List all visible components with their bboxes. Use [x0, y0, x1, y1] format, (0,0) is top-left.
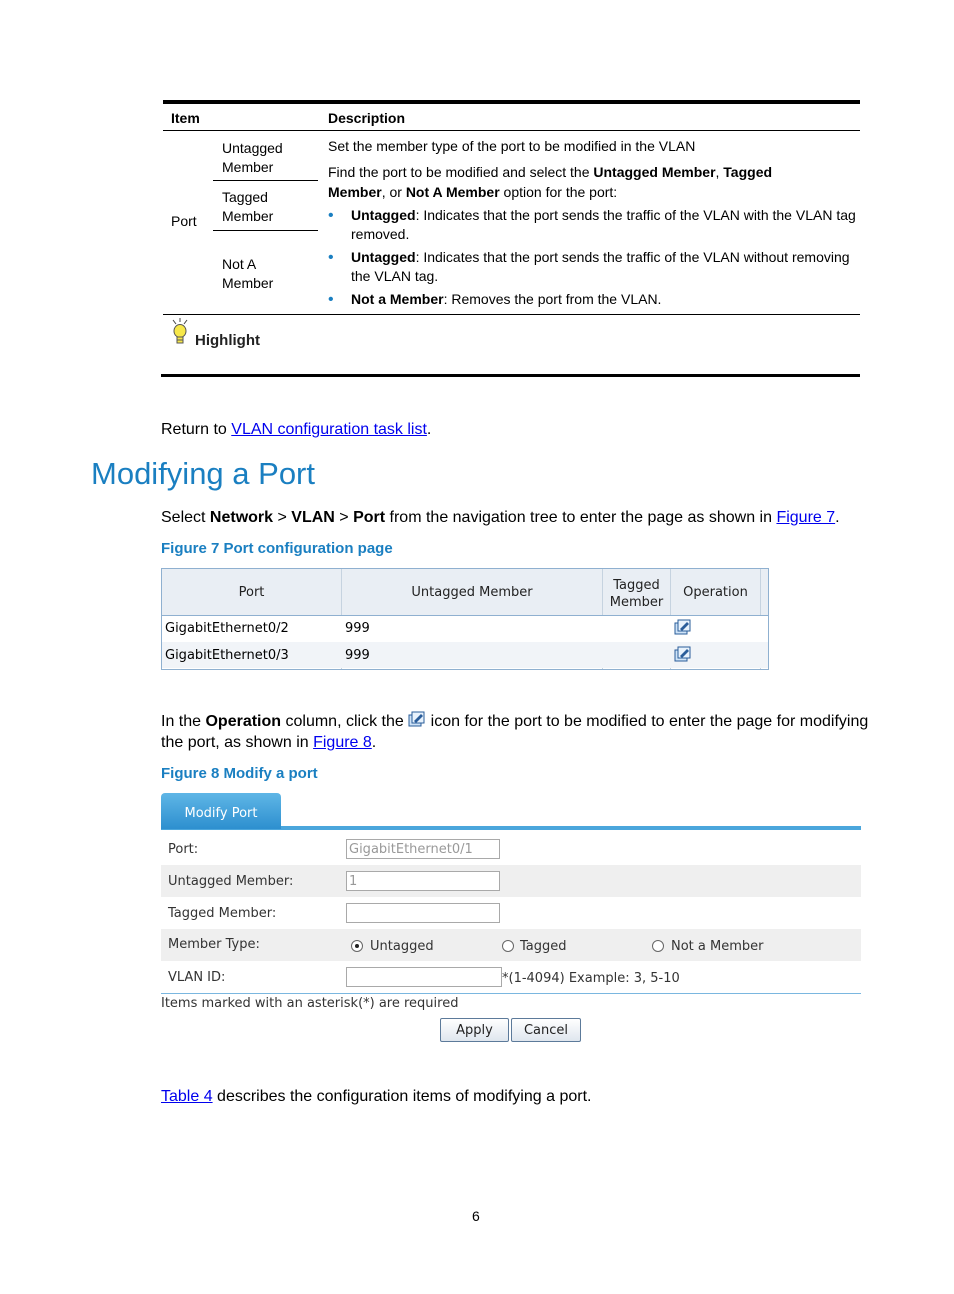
vlan-task-list-link[interactable]: VLAN configuration task list — [231, 421, 427, 438]
return-paragraph: Return to VLAN configuration task list. — [161, 421, 432, 438]
untagged-radio[interactable] — [351, 940, 363, 952]
bullet-dot-icon: • — [328, 249, 334, 266]
lightbulb-icon — [170, 318, 190, 348]
form-row-member-type — [161, 929, 861, 961]
bullet-dot-icon: • — [328, 207, 334, 224]
section-title: Modifying a Port — [91, 456, 315, 491]
untagged-member-label: Untagged Member: — [168, 874, 294, 889]
table-header-item: Item — [171, 110, 200, 126]
table-4-paragraph: Table 4 describes the configuration items of modifying a port. — [161, 1088, 592, 1105]
form-row-port — [161, 833, 861, 865]
vlan-id-field[interactable] — [346, 967, 502, 987]
modify-port-icon — [408, 711, 426, 728]
modify-port-icon[interactable] — [674, 646, 692, 663]
not-a-member-radio[interactable] — [652, 940, 664, 952]
bullet-untagged: • Untagged: Indicates that the port sends the traffic of the VLAN with the VLAN tag removed. — [328, 207, 856, 242]
port-label: Port: — [168, 842, 199, 857]
port-configuration-table — [161, 568, 769, 670]
table-row — [162, 616, 768, 642]
untagged-member-field[interactable]: 1 — [346, 871, 500, 891]
form-row-vlan-id — [161, 961, 861, 993]
description-line-1: Set the member type of the port to be modified in the VLAN — [328, 138, 696, 154]
untagged-cell: 999 — [345, 621, 370, 636]
table-body-rule — [163, 314, 860, 315]
sub-item-untagged: Untagged Member — [222, 140, 283, 175]
modify-port-icon[interactable] — [674, 619, 692, 636]
bullet-not-a-member: • Not a Member: Removes the port from the VLAN. — [328, 291, 662, 308]
port-cell: GigabitEthernet0/2 — [165, 621, 289, 636]
column-header-untagged: Untagged Member — [411, 585, 533, 600]
table-item-port: Port — [171, 213, 197, 229]
description-line-3: Member, or Not A Member option for the port: — [328, 184, 618, 200]
sub-item-tagged: Tagged Member — [222, 189, 274, 224]
select-paragraph: Select Network > VLAN > Port from the navigation tree to enter the page as shown in Figure 7. — [161, 509, 840, 526]
column-header-operation: Operation — [683, 585, 748, 600]
tagged-radio[interactable] — [502, 940, 514, 952]
form-bottom-rule — [161, 993, 861, 994]
sub-item-rule — [213, 180, 318, 181]
member-type-label: Member Type: — [168, 937, 260, 952]
table-bottom-rule — [161, 374, 860, 377]
apply-button[interactable]: Apply — [440, 1018, 509, 1042]
modify-port-form — [161, 793, 861, 1053]
highlight-label: Highlight — [195, 332, 260, 349]
tab-modify-port[interactable]: Modify Port — [161, 793, 281, 829]
figure-7-link[interactable]: Figure 7 — [776, 509, 836, 526]
required-note: Items marked with an asterisk(*) are required — [161, 996, 459, 1011]
untagged-cell: 999 — [345, 648, 370, 663]
operation-paragraph: In the Operation column, click the icon for the port to be modified to enter the page for modifying — [161, 713, 869, 730]
tagged-radio-label: Tagged — [520, 939, 567, 954]
table-header-rule — [163, 130, 860, 131]
vlan-id-hint: *(1-4094) Example: 3, 5-10 — [502, 971, 680, 986]
table-4-link[interactable]: Table 4 — [161, 1088, 213, 1105]
port-cell: GigabitEthernet0/3 — [165, 648, 289, 663]
column-header-port: Port — [238, 585, 265, 600]
vlan-id-label: VLAN ID: — [168, 970, 226, 985]
bullet-tagged: • Untagged: Indicates that the port sends the traffic of the VLAN without removing the VLAN tag. — [328, 249, 850, 284]
untagged-radio-label: Untagged — [370, 939, 434, 954]
figure-8-caption: Figure 8 Modify a port — [161, 765, 318, 782]
operation-paragraph-line-2: the port, as shown in Figure 8. — [161, 734, 377, 751]
page-number: 6 — [472, 1208, 480, 1224]
column-header-tagged: Tagged Member — [609, 578, 664, 610]
table-top-rule — [163, 100, 860, 104]
not-a-member-radio-label: Not a Member — [671, 939, 764, 954]
port-field[interactable]: GigabitEthernet0/1 — [346, 839, 500, 859]
form-row-tagged — [161, 897, 861, 929]
sub-item-rule — [213, 230, 318, 231]
cancel-button[interactable]: Cancel — [511, 1018, 581, 1042]
description-line-2: Find the port to be modified and select the Untagged Member, Tagged — [328, 164, 773, 180]
figure-8-link[interactable]: Figure 8 — [313, 734, 372, 751]
bullet-dot-icon: • — [328, 291, 334, 308]
table-row — [162, 642, 768, 668]
figure-7-caption: Figure 7 Port configuration page — [161, 540, 393, 557]
tagged-member-field[interactable] — [346, 903, 500, 923]
form-row-untagged — [161, 865, 861, 897]
tagged-member-label: Tagged Member: — [168, 906, 277, 921]
sub-item-not-a-member: Not A Member — [222, 256, 274, 291]
table-header-description: Description — [328, 110, 406, 126]
